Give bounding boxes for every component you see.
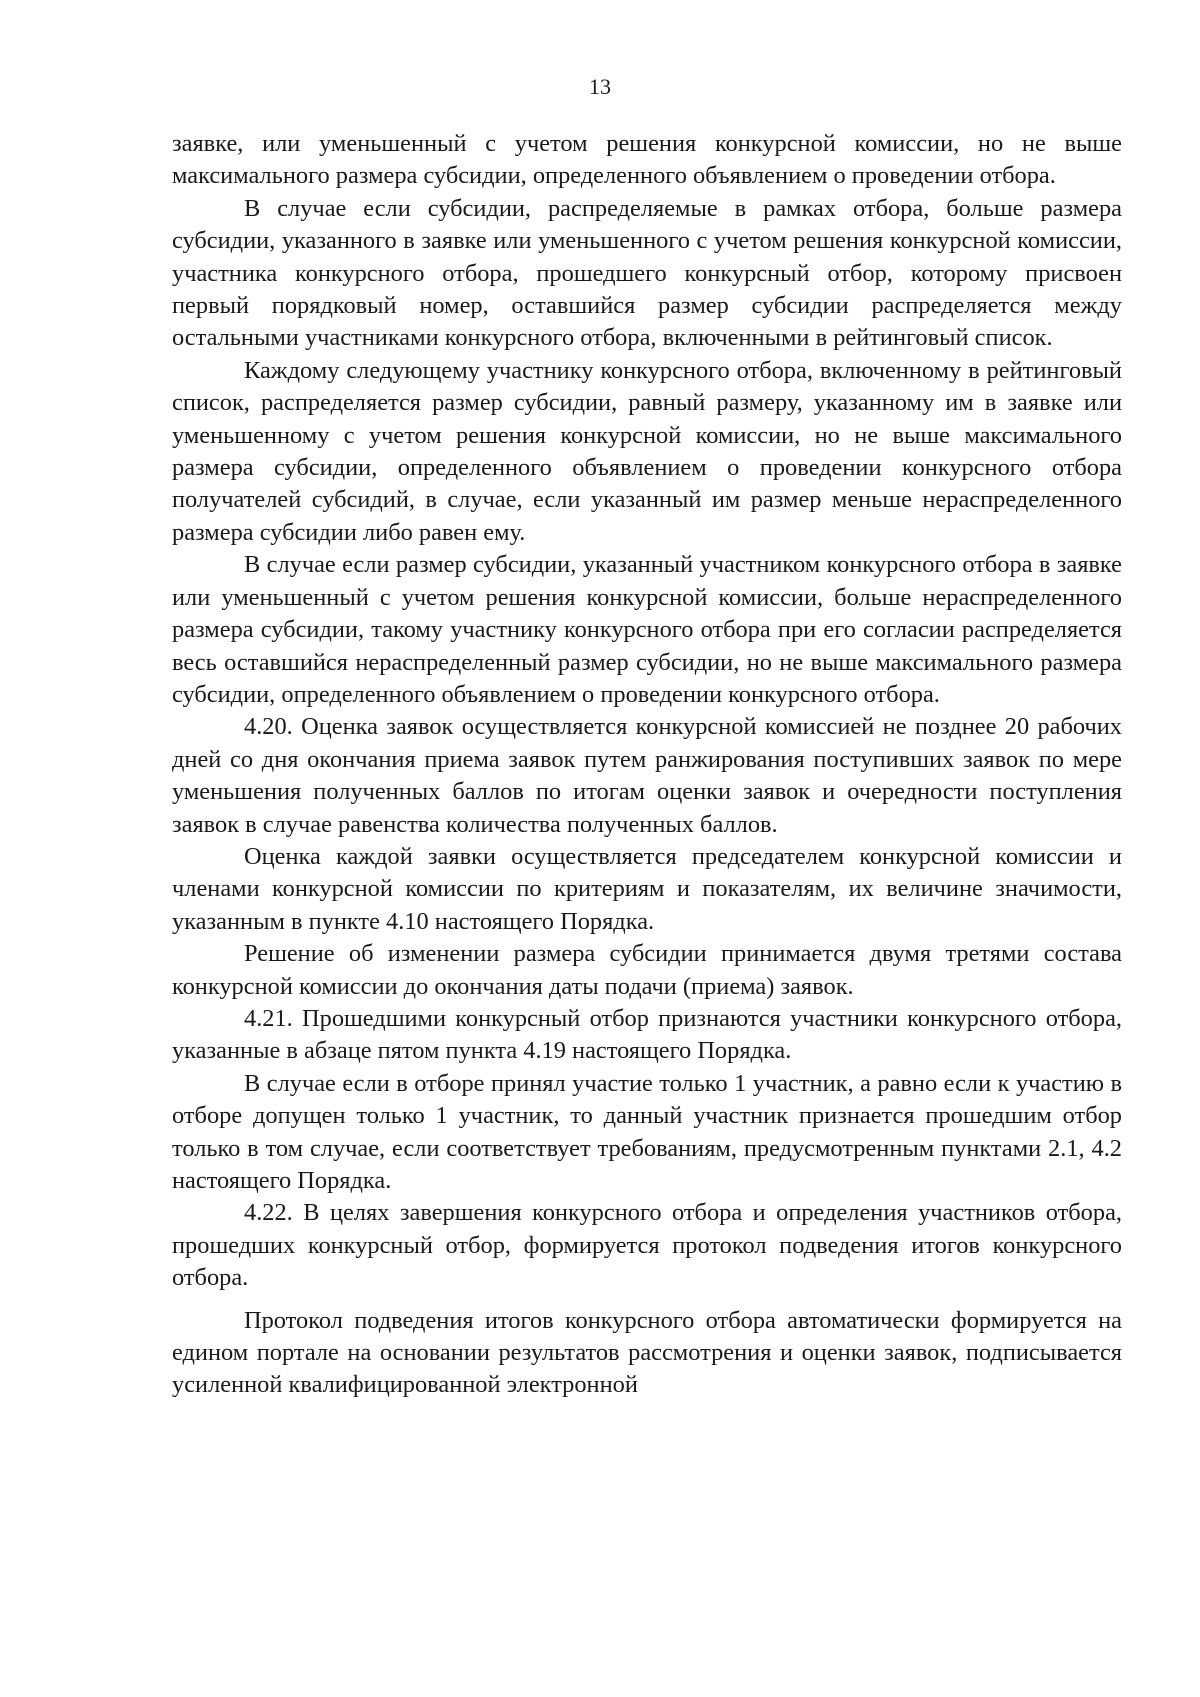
paragraph-1: заявке, или уменьшенный с учетом решения конкурсной комиссии, но не выше максимального размера субсидии, определенного объявлением о проведении отбора. <box>172 130 1122 190</box>
paragraph-6: Оценка каждой заявки осуществляется председателем конкурсной комиссии и членами конкурсной комиссии по критериям и показателям, их величине значимости, указанным в пункте 4.10 настоящего Порядка. <box>172 842 1122 935</box>
paragraph-4: В случае если размер субсидии, указанный участником конкурсного отбора в заявке или уменьшенный с учетом решения конкурсной комиссии, больше нераспределенного размера субсидии, такому участнику конкурсного отбора при его согласии распределяется весь оставшийся нераспределенный размер субсидии, но не выше максимального размера субсидии, определенного объявлением о проведении конкурсного отбора. <box>172 551 1122 708</box>
paragraph-4-21: 4.21. Прошедшими конкурсный отбор признаются участники конкурсного отбора, указанные в абзаце пятом пункта 4.19 настоящего Порядка. <box>172 1004 1122 1065</box>
paragraph-4-20: 4.20. Оценка заявок осуществляется конкурсной комиссией не позднее 20 рабочих дней со дня окончания приема заявок путем ранжирования поступивших заявок по мере уменьшения полученных баллов по итогам оценки заявок и очередности поступления заявок в случае равенства количества полученных баллов. <box>172 713 1122 838</box>
document-body <box>172 128 1122 1402</box>
paragraph-11: Протокол подведения итогов конкурсного отбора автоматически формируется на едином портале на основании результатов рассмотрения и оценки заявок, подписывается усиленной квалифицированной электронной <box>172 1306 1122 1399</box>
paragraph-9: В случае если в отборе принял участие только 1 участник, а равно если к участию в отборе допущен только 1 участник, то данный участник признается прошедшим отбор только в том случае, если соответствует требованиям, предусмотренным пунктами 2.1, 4.2 настоящего Порядка. <box>172 1069 1122 1194</box>
page-number: 13 <box>589 74 611 99</box>
paragraph-7: Решение об изменении размера субсидии принимается двумя третями состава конкурсной комиссии до окончания даты подачи (приема) заявок. <box>172 940 1122 1000</box>
paragraph-3: Каждому следующему участнику конкурсного отбора, включенному в рейтинговый список, распределяется размер субсидии, равный размеру, указанному им в заявке или уменьшенному с учетом решения конкурсной комиссии, но не выше максимального размера субсидии, определенного объявлением о проведении конкурсного отбора получателей субсидий, в случае, если указанный им размер меньше нераспределенного размера субсидии либо равен ему. <box>172 356 1122 546</box>
paragraph-4-22: 4.22. В целях завершения конкурсного отбора и определения участников отбора, прошедших конкурсный отбор, формируется протокол подведения итогов конкурсного отбора. <box>172 1199 1122 1292</box>
paragraph-2: В случае если субсидии, распределяемые в рамках отбора, больше размера субсидии, указанного в заявке или уменьшенного с учетом решения конкурсной комиссии, участника конкурсного отбора, прошедшего конкурсный отбор, которому присвоен первый порядковый номер, оставшийся размер субсидии распределяется между остальными участниками конкурсного отбора, включенными в рейтинговый список. <box>172 194 1122 352</box>
